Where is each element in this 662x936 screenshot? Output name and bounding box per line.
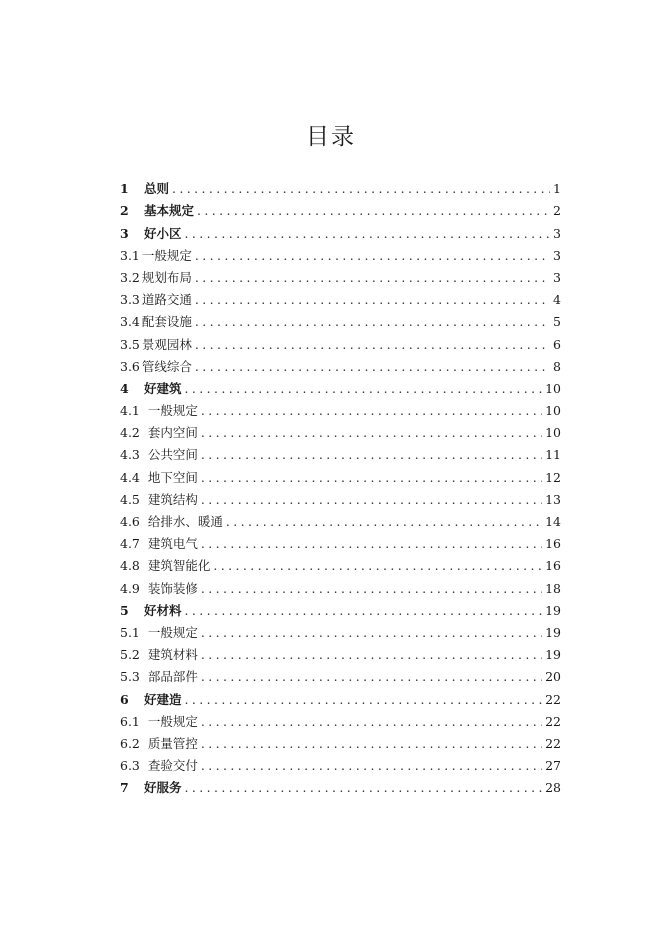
toc-entry-number: 4.7	[120, 536, 140, 552]
dot-leader	[201, 666, 542, 688]
toc-entry-label: 公共空间	[147, 447, 198, 463]
dot-leader	[195, 356, 550, 378]
dot-leader	[185, 223, 551, 245]
toc-entry-number: 3.4	[120, 314, 140, 330]
dot-leader	[172, 178, 550, 200]
dot-leader	[201, 578, 542, 600]
toc-entry-label: 建筑智能化	[147, 558, 211, 574]
toc-entry-number: 5	[120, 602, 129, 618]
toc-entry-label: 给排水、暖通	[147, 514, 223, 529]
toc-section-entry[interactable]	[120, 577, 561, 599]
toc-entry-label: 一般规定	[147, 624, 198, 640]
toc-section-entry[interactable]	[120, 311, 561, 333]
toc-entry-page-number: 2	[553, 203, 561, 219]
toc-entry-page-number: 22	[545, 691, 561, 707]
toc-entry-page-number: 3	[553, 225, 561, 241]
dot-leader	[226, 511, 542, 533]
dot-leader	[213, 555, 542, 577]
toc-entry-page-number: 19	[545, 602, 561, 618]
toc-entry-label: 道路交通	[141, 292, 192, 308]
toc-entry-label: 建筑结构	[147, 491, 198, 507]
toc-chapter-entry[interactable]	[120, 178, 561, 200]
toc-entry-page-number: 10	[545, 425, 561, 441]
dot-leader	[201, 711, 542, 733]
toc-entry-number: 4	[120, 380, 129, 396]
toc-entry-number: 4.1	[120, 403, 140, 419]
toc-entry-label: 配套设施	[141, 314, 192, 330]
toc-entry-label: 一般规定	[141, 247, 192, 263]
toc-entry-number: 2	[120, 203, 129, 219]
toc-chapter-entry[interactable]	[120, 777, 561, 799]
dot-leader	[201, 533, 542, 555]
toc-section-entry[interactable]	[120, 289, 561, 311]
toc-entry-page-number: 14	[545, 514, 561, 529]
dot-leader	[195, 245, 550, 267]
dot-leader	[201, 622, 542, 644]
toc-entry-label: 一般规定	[147, 713, 198, 729]
toc-entry-page-number: 19	[545, 647, 561, 663]
toc-entry-page-number: 3	[553, 269, 561, 285]
dot-leader	[195, 334, 550, 356]
dot-leader	[201, 444, 542, 466]
toc-chapter-entry[interactable]	[120, 600, 561, 622]
toc-section-entry[interactable]	[120, 444, 561, 466]
toc-entry-label: 好小区	[144, 225, 182, 241]
toc-section-entry[interactable]	[120, 489, 561, 511]
toc-section-entry[interactable]	[120, 333, 561, 355]
toc-entry-number: 6.1	[120, 713, 140, 729]
toc-entry-label: 好服务	[144, 780, 182, 796]
toc-section-entry[interactable]	[120, 400, 561, 422]
toc-entry-label: 规划布局	[141, 269, 192, 285]
toc-entry-page-number: 20	[545, 669, 561, 685]
toc-entry-label: 一般规定	[147, 403, 198, 419]
toc-entry-number: 3.3	[120, 292, 140, 308]
toc-entry-page-number: 27	[545, 758, 561, 774]
toc-entry-page-number: 10	[545, 403, 561, 419]
toc-entry-label: 套内空间	[147, 425, 198, 441]
toc-entry-page-number: 16	[545, 536, 561, 552]
dot-leader	[201, 489, 542, 511]
toc-entry-page-number: 3	[553, 247, 561, 263]
toc-entry-label: 好建造	[144, 691, 182, 707]
toc-chapter-entry[interactable]	[120, 688, 561, 710]
toc-entry-number: 4.5	[120, 491, 140, 507]
toc-entry-page-number: 5	[553, 314, 561, 330]
page-title: 目录	[306, 124, 356, 150]
toc-entry-page-number: 18	[545, 580, 561, 596]
toc-entry-label: 景观园林	[141, 336, 192, 352]
dot-leader	[185, 777, 543, 799]
toc-entry-number: 6.2	[120, 735, 140, 751]
toc-entry-number: 6	[120, 691, 129, 707]
dot-leader	[185, 600, 543, 622]
toc-section-entry[interactable]	[120, 511, 561, 533]
toc-entry-number: 3	[120, 225, 129, 241]
toc-section-entry[interactable]	[120, 666, 561, 688]
dot-leader	[197, 200, 550, 222]
toc-entry-number: 1	[120, 181, 129, 197]
toc-entry-number: 3.6	[120, 358, 140, 374]
toc-section-entry[interactable]	[120, 533, 561, 555]
toc-entry-page-number: 1	[553, 181, 561, 197]
toc-entry-label: 地下空间	[147, 469, 198, 485]
toc-section-entry[interactable]	[120, 755, 561, 777]
toc-entry-number: 3.5	[120, 336, 140, 352]
dot-leader	[195, 289, 550, 311]
toc-entry-number: 4.2	[120, 425, 140, 441]
toc-entry-number: 4.4	[120, 469, 140, 485]
toc-entry-number: 4.8	[120, 558, 140, 574]
toc-entry-label: 基本规定	[144, 203, 195, 219]
toc-entry-page-number: 16	[545, 558, 561, 574]
toc-entry-page-number: 22	[545, 713, 561, 729]
toc-section-entry[interactable]	[120, 555, 561, 577]
toc-entry-page-number: 19	[545, 624, 561, 640]
toc-entry-page-number: 10	[545, 380, 561, 396]
toc-entry-number: 6.3	[120, 758, 140, 774]
toc-entry-number: 4.6	[120, 514, 140, 529]
toc-entry-number: 5.2	[120, 647, 140, 663]
toc-entry-number: 7	[120, 780, 129, 796]
toc-entry-page-number: 8	[553, 358, 561, 374]
toc-entry-label: 建筑电气	[147, 536, 198, 552]
toc-entry-label: 好材料	[144, 602, 182, 618]
dot-leader	[201, 467, 542, 489]
toc-section-entry[interactable]	[120, 245, 561, 267]
toc-section-entry[interactable]	[120, 711, 561, 733]
toc-chapter-entry[interactable]	[120, 222, 561, 244]
toc-entry-label: 质量管控	[147, 735, 198, 751]
toc-entry-number: 5.1	[120, 624, 140, 640]
toc-entry-page-number: 4	[553, 292, 561, 308]
toc-entry-page-number: 22	[545, 735, 561, 751]
toc-entry-number: 5.3	[120, 669, 140, 685]
toc-chapter-entry[interactable]	[120, 200, 561, 222]
dot-leader	[195, 311, 550, 333]
toc-section-entry[interactable]	[120, 267, 561, 289]
dot-leader	[185, 378, 543, 400]
toc-section-entry[interactable]	[120, 356, 561, 378]
toc-entry-page-number: 13	[545, 491, 561, 507]
toc-entry-label: 部品部件	[147, 669, 198, 685]
toc-entry-label: 查验交付	[147, 758, 198, 774]
toc-entry-label: 装饰装修	[147, 580, 198, 596]
dot-leader	[201, 733, 542, 755]
dot-leader	[201, 644, 542, 666]
toc-entry-number: 3.2	[120, 269, 140, 285]
toc-entry-number: 3.1	[120, 247, 140, 263]
toc-section-entry[interactable]	[120, 733, 561, 755]
toc-entry-label: 好建筑	[144, 380, 182, 396]
toc-entry-page-number: 6	[553, 336, 561, 352]
toc-chapter-entry[interactable]	[120, 378, 561, 400]
table-of-contents	[120, 178, 561, 799]
toc-section-entry[interactable]	[120, 644, 561, 666]
toc-entry-number: 4.3	[120, 447, 140, 463]
toc-section-entry[interactable]	[120, 466, 561, 488]
toc-section-entry[interactable]	[120, 422, 561, 444]
toc-entry-page-number: 12	[545, 469, 561, 485]
dot-leader	[201, 755, 542, 777]
toc-entry-label: 建筑材料	[147, 647, 198, 663]
toc-entry-label: 总则	[144, 181, 170, 197]
toc-entry-page-number: 28	[545, 780, 561, 796]
toc-section-entry[interactable]	[120, 622, 561, 644]
dot-leader	[201, 400, 542, 422]
toc-entry-number: 4.9	[120, 580, 140, 596]
toc-entry-page-number: 11	[545, 447, 561, 463]
dot-leader	[195, 267, 550, 289]
toc-entry-label: 管线综合	[141, 358, 192, 374]
dot-leader	[185, 689, 543, 711]
dot-leader	[201, 422, 542, 444]
